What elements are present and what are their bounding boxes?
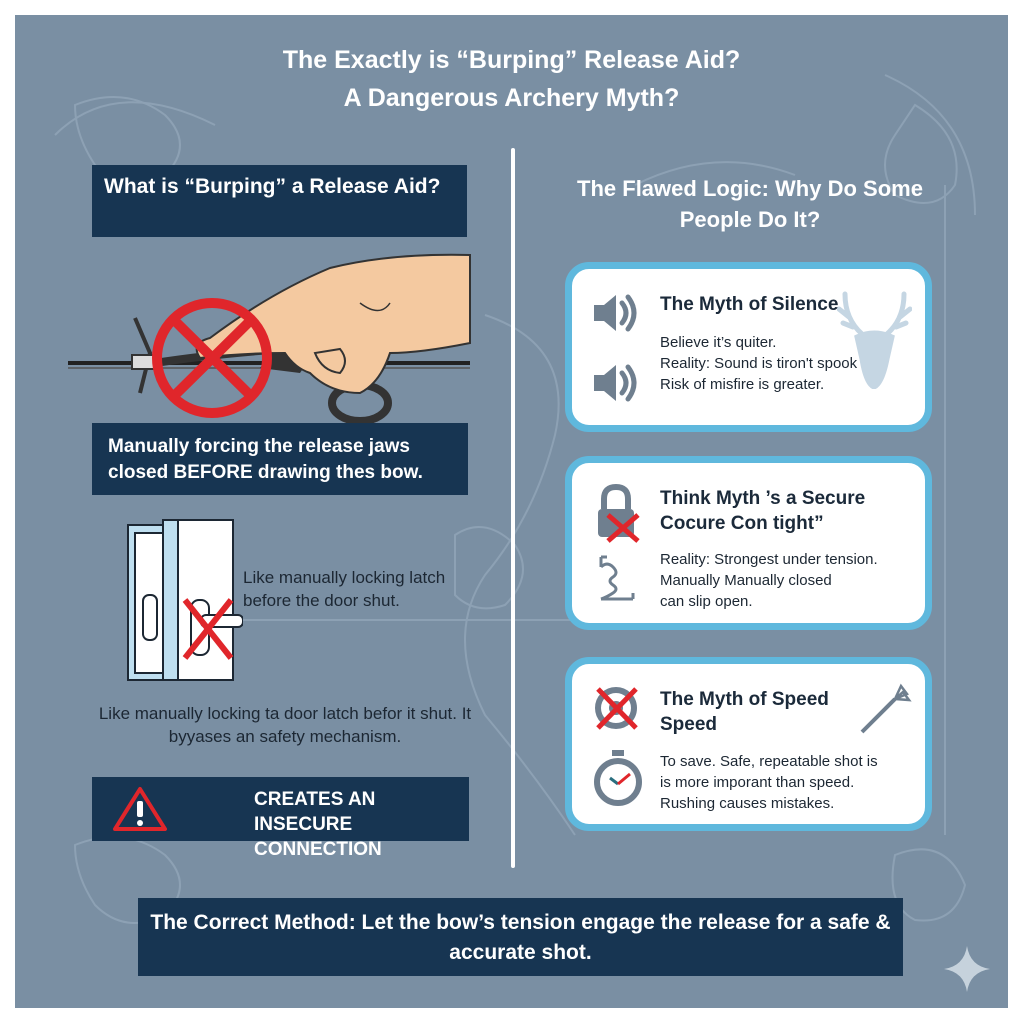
card-title bbox=[660, 486, 865, 536]
left-heading-text: What is “Burping” a Release Aid? bbox=[104, 175, 441, 198]
card-body-line: Believe it’s quiter. bbox=[660, 334, 777, 351]
column-divider bbox=[511, 148, 515, 868]
card-body bbox=[660, 332, 857, 395]
card-body bbox=[660, 549, 878, 612]
correct-method-text: The Correct Method: Let the bow’s tension engage the release for a safe & accurate shot. bbox=[150, 911, 891, 964]
myth-card-secure bbox=[565, 456, 932, 630]
definition-text: Manually forcing the release jaws closed BEFORE drawing thes bow. bbox=[108, 436, 423, 483]
right-section-heading: The Flawed Logic: Why Do Some People Do It? bbox=[577, 176, 923, 232]
arrow-icon bbox=[857, 682, 912, 737]
card-title-line: Cocure Con tight” bbox=[660, 513, 824, 534]
correct-method-box bbox=[138, 898, 903, 976]
card-title-line: The Myth of Speed bbox=[660, 689, 829, 710]
title-line-1: The Exactly is “Burping” Release Aid? bbox=[282, 46, 741, 74]
left-section-heading bbox=[92, 165, 467, 237]
speaker-icon bbox=[590, 291, 640, 335]
hand-release-prohibited-icon bbox=[60, 243, 480, 423]
card-body-line: Reality: Sound is tiron't spook bbox=[660, 355, 858, 372]
warning-text: CREATES AN INSECURE CONNECTION bbox=[254, 789, 382, 860]
card-title-line: Think Myth ’s a Secure bbox=[660, 488, 866, 509]
infographic-panel bbox=[15, 15, 1008, 1008]
card-body-line: can slip open. bbox=[660, 593, 753, 610]
card-title bbox=[660, 687, 829, 737]
title-line-2: A Dangerous Archery Myth? bbox=[343, 84, 680, 112]
myth-card-speed bbox=[565, 657, 932, 831]
target-crossed-icon bbox=[592, 684, 642, 732]
definition-box bbox=[92, 423, 468, 495]
speaker-icon bbox=[590, 361, 640, 405]
sparkle-icon bbox=[942, 944, 992, 994]
card-body-line: is more imporant than speed. bbox=[660, 774, 855, 791]
card-body-line: To save. Safe, repeatable shot is bbox=[660, 753, 878, 770]
stopwatch-icon bbox=[592, 748, 644, 808]
card-body bbox=[660, 751, 878, 814]
warning-box bbox=[92, 777, 469, 860]
door-latch-icon bbox=[123, 515, 243, 685]
spring-icon bbox=[597, 553, 637, 603]
card-body-line: Risk of misfire is greater. bbox=[660, 376, 825, 393]
page-title bbox=[15, 41, 1008, 117]
warning-triangle-icon bbox=[112, 785, 168, 833]
card-title-line: Speed bbox=[660, 714, 718, 735]
door-caption: Like manually locking latch before the door shut. bbox=[243, 568, 446, 610]
card-body-line: Manually Manually closed bbox=[660, 572, 832, 589]
analogy-text: Like manually locking ta door latch befor it shut. It byyases an safety mechanism. bbox=[98, 704, 472, 746]
padlock-crossed-icon bbox=[594, 483, 644, 543]
card-body-line: Reality: Strongest under tension. bbox=[660, 551, 878, 568]
myth-card-silence bbox=[565, 262, 932, 432]
card-title: The Myth of Silence bbox=[660, 294, 839, 315]
card-body-line: Rushing causes mistakes. bbox=[660, 795, 835, 812]
